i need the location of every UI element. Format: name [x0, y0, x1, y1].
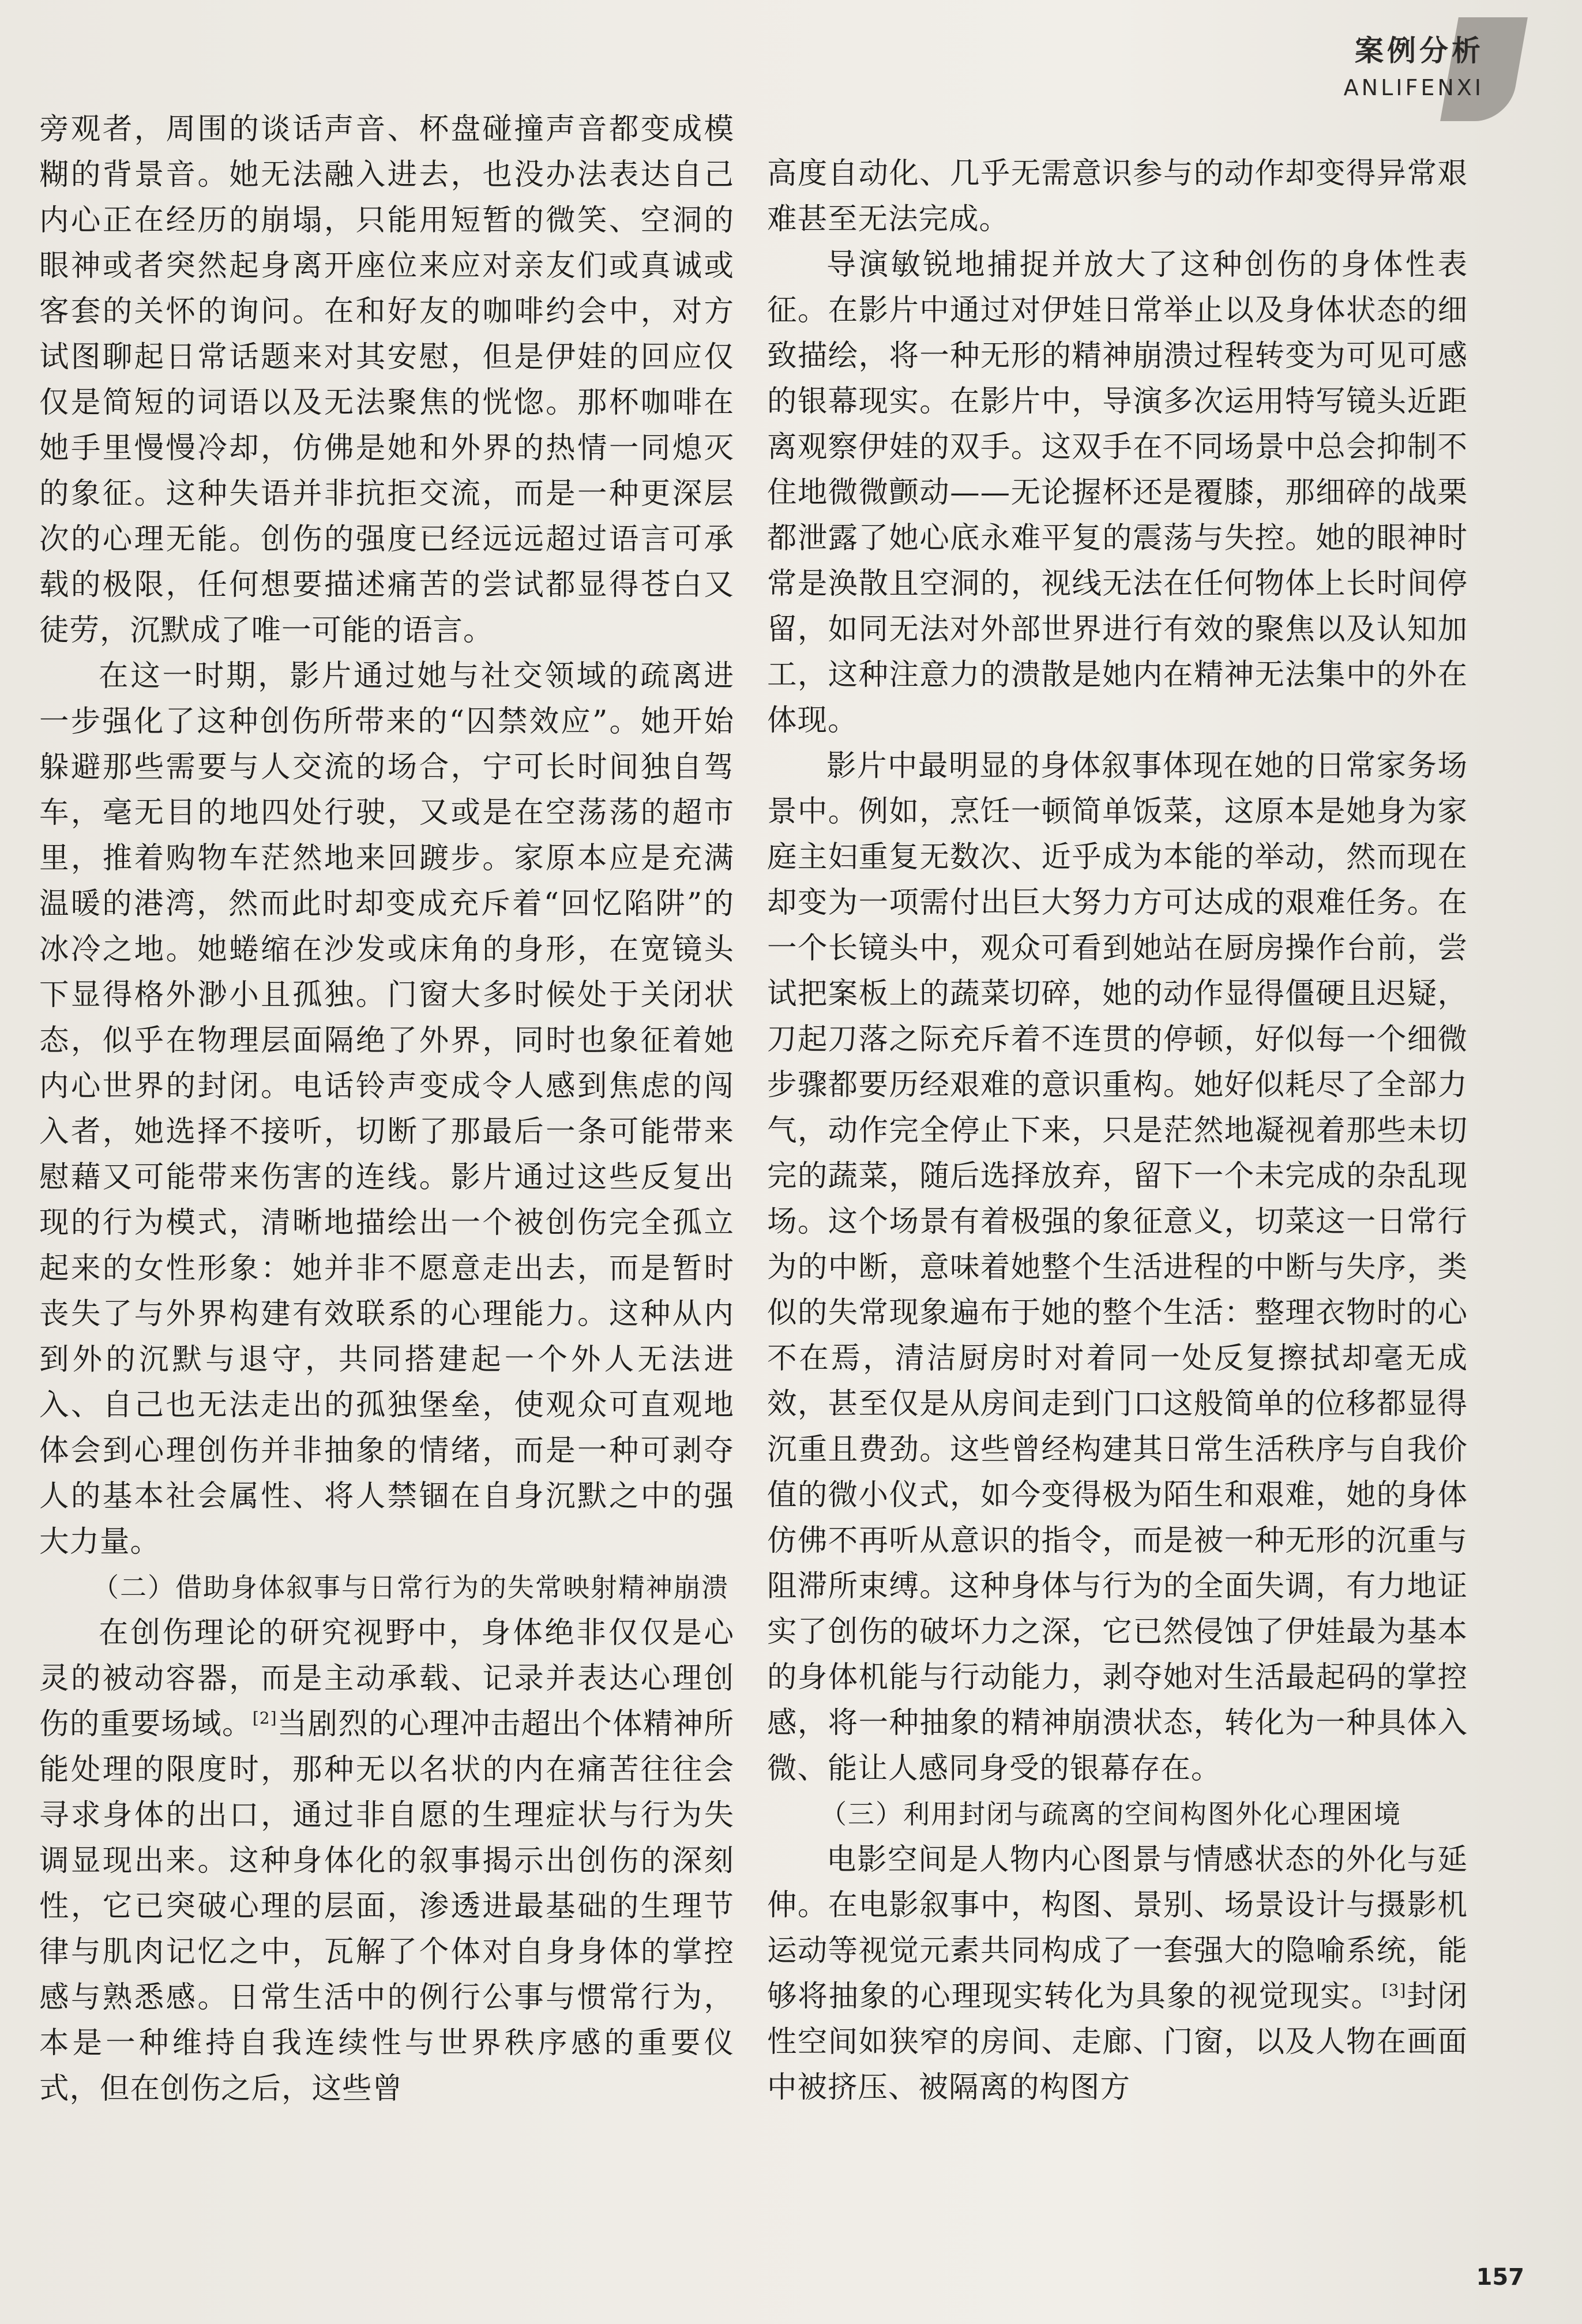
section-heading: （二）借助身体叙事与日常行为的失常映射精神崩溃 — [92, 1572, 729, 1603]
paragraph — [39, 1610, 734, 2112]
footnote-ref: [2] — [252, 1708, 277, 1728]
paragraph: 高度自动化、几乎无需意识参与的动作却变得异常艰难甚至无法完成。 — [767, 156, 1468, 236]
section-heading: （三）利用封闭与疏离的空间构图外化心理困境 — [820, 1799, 1401, 1830]
left-column — [39, 107, 734, 2241]
paragraph-text: 当剧烈的心理冲击超出个体精神所能处理的限度时，那种无以名状的内在痛苦往往会寻求身体的出口，通过非自愿的生理症状与行为失调显现出来。这种身体化的叙事揭示出创伤的深刻性，它已突破心理的层面，渗透进最基础的生理节律与肌肉记忆之中，瓦解了个体对自身身体的掌控感与熟悉感。日常生活中的例行公事与惯常行为，本是一种维持自我连续性与世界秩序感的重要仪式，但在创伤之后，这些曾 — [39, 1707, 734, 2106]
page-number: 157 — [1476, 2264, 1524, 2291]
paragraph: 旁观者，周围的谈话声音、杯盘碰撞声音都变成模糊的背景音。她无法融入进去，也没办法表达自己内心正在经历的崩塌，只能用短暂的微笑、空洞的眼神或者突然起身离开座位来应对亲友们或真诚或客套的关怀的询问。在和好友的咖啡约会中，对方试图聊起日常话题来对其安慰，但是伊娃的回应仅仅是简短的词语以及无法聚焦的恍惚。那杯咖啡在她手里慢慢冷却，仿佛是她和外界的热情一同熄灭的象征。这种失语并非抗拒交流，而是一种更深层次的心理无能。创伤的强度已经远远超过语言可承载的极限，任何想要描述痛苦的尝试都显得苍白又徒劳，沉默成了唯一可能的语言。 — [39, 112, 734, 648]
paragraph-text: 电影空间是人物内心图景与情感状态的外化与延伸。在电影叙事中，构图、景别、场景设计与摄影机运动等视觉元素共同构成了一套强大的隐喻系统，能够将抽象的心理现实转化为具象的视觉现实。 — [767, 1842, 1468, 2014]
paragraph: 导演敏锐地捕捉并放大了这种创伤的身体性表征。在影片中通过对伊娃日常举止以及身体状态的细致描绘，将一种无形的精神崩溃过程转变为可见可感的银幕现实。在影片中，导演多次运用特写镜头近距离观察伊娃的双手。这双手在不同场景中总会抑制不住地微微颤动——无论握杯还是覆膝，那细碎的战栗都泄露了她心底永难平复的震荡与失控。她的眼神时常是涣散且空洞的，视线无法在任何物体上长时间停留，如同无法对外部世界进行有效的聚焦以及认知加工，这种注意力的溃散是她内在精神无法集中的外在体现。 — [767, 247, 1468, 738]
section-title: 案例分析 — [1355, 34, 1484, 67]
paragraph-text: 在创伤理论的研究视野中，身体绝非仅仅是心灵的被动容器，而是主动承载、记录并表达心理创伤的重要场域。 — [39, 1616, 734, 1741]
section-subtitle: ANLIFENXI — [1343, 75, 1484, 100]
paragraph-text: 封闭性空间如狭窄的房间、走廊、门窗，以及人物在画面中被挤压、被隔离的构图方 — [767, 1979, 1468, 2105]
section-header — [1247, 17, 1519, 104]
paragraph: 在这一时期，影片通过她与社交领域的疏离进一步强化了这种创伤所带来的“囚禁效应”。她开始躲避那些需要与人交流的场合，宁可长时间独自驾车，毫无目的地四处行驶，又或是在空荡荡的超市里，推着购物车茫然地来回踱步。家原本应是充满温暖的港湾，然而此时却变成充斥着“回忆陷阱”的冰冷之地。她蜷缩在沙发或床角的身形，在宽镜头下显得格外渺小且孤独。门窗大多时候处于关闭状态，似乎在物理层面隔绝了外界，同时也象征着她内心世界的封闭。电话铃声变成令人感到焦虑的闯入者，她选择不接听，切断了那最后一条可能带来慰藉又可能带来伤害的连线。影片通过这些反复出现的行为模式，清晰地描绘出一个被创伤完全孤立起来的女性形象：她并非不愿意走出去，而是暂时丧失了与外界构建有效联系的心理能力。这种从内到外的沉默与退守，共同搭建起一个外人无法进入、自己也无法走出的孤独堡垒，使观众可直观地体会到心理创伤并非抽象的情绪，而是一种可剥夺人的基本社会属性、将人禁锢在自身沉默之中的强大力量。 — [39, 659, 734, 1559]
paragraph: 影片中最明显的身体叙事体现在她的日常家务场景中。例如，烹饪一顿简单饭菜，这原本是她身为家庭主妇重复无数次、近乎成为本能的举动，然而现在却变为一项需付出巨大努力方可达成的艰难任务。在一个长镜头中，观众可看到她站在厨房操作台前，尝试把案板上的蔬菜切碎，她的动作显得僵硬且迟疑，刀起刀落之际充斥着不连贯的停顿，好似每一个细微步骤都要历经艰难的意识重构。她好似耗尽了全部力气，动作完全停止下来，只是茫然地凝视着那些未切完的蔬菜，随后选择放弃，留下一个未完成的杂乱现场。这个场景有着极强的象征意义，切菜这一日常行为的中断，意味着她整个生活进程的中断与失序，类似的失常现象遍布于她的整个生活：整理衣物时的心不在焉，清洁厨房时对着同一处反复擦拭却毫无成效，甚至仅是从房间走到门口这般简单的位移都显得沉重且费劲。这些曾经构建其日常生活秩序与自我价值的微小仪式，如今变得极为陌生和艰难，她的身体仿佛不再听从意识的指令，而是被一种无形的沉重与阻滞所束缚。这种身体与行为的全面失调，有力地证实了创伤的破坏力之深，它已然侵蚀了伊娃最为基本的身体机能与行动能力，剥夺她对生活最起码的掌控感，将一种抽象的精神崩溃状态，转化为一种具体入微、能让人感同身受的银幕存在。 — [767, 749, 1468, 1786]
right-column — [767, 151, 1468, 2285]
paragraph — [767, 1837, 1468, 2111]
footnote-ref: [3] — [1381, 1980, 1407, 2000]
